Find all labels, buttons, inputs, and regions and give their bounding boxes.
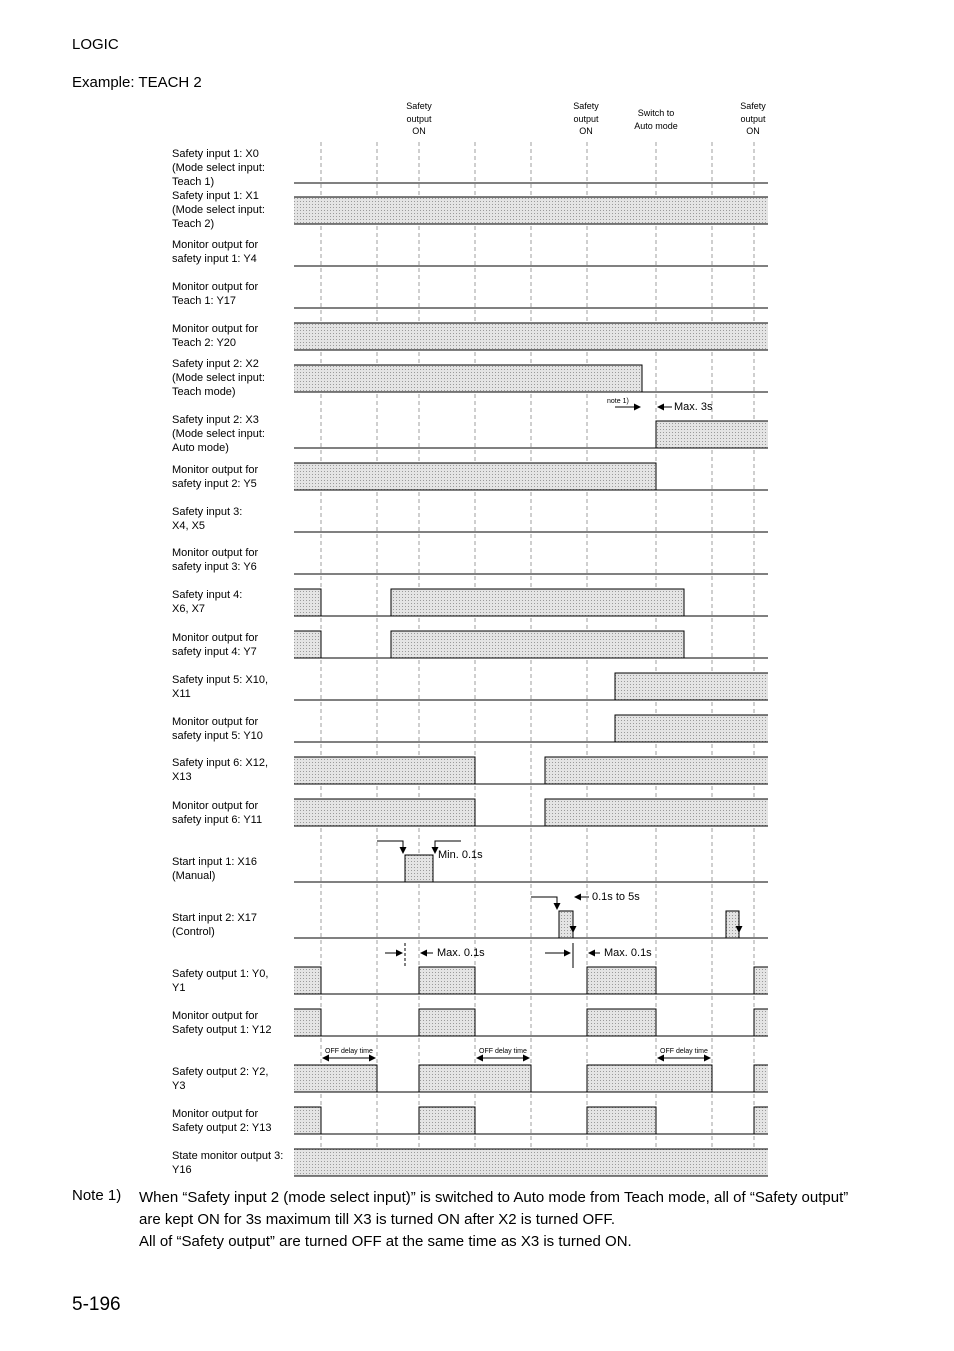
header-safety-output-on-1: Safety output ON [406, 101, 432, 136]
header-switch-to-auto: Switch to Auto mode [634, 108, 678, 131]
min-01s-label: Min. 0.1s [438, 849, 483, 861]
signal-label-x10-x11: Safety input 5: X10, X11 [172, 674, 269, 700]
signal-label-x0: Safety input 1: X0 (Mode select input: Teach 1) [172, 148, 265, 188]
signal-label-x2: Safety input 2: X2 (Mode select input: Teach mode) [172, 358, 265, 398]
time-markers [321, 142, 754, 1178]
header-safety-output-on-3: Safety output ON [740, 101, 766, 136]
waveform-y2-y3 [294, 1065, 768, 1092]
min-01s-arrow-left [377, 841, 403, 853]
waveform-y7 [294, 631, 768, 658]
signal-label-x4-x5: Safety input 3: X4, X5 [172, 506, 243, 532]
note-ref-label: note 1) [607, 398, 629, 405]
waveform-x1 [294, 197, 768, 224]
signal-label-y20: Monitor output for Teach 2: Y20 [172, 323, 259, 349]
max-01s-a-label: Max. 0.1s [437, 947, 485, 959]
signal-label-x12-x13: Safety input 6: X12, X13 [172, 757, 269, 783]
page-number: 5-196 [72, 1294, 121, 1315]
signal-label-x17: Start input 2: X17 (Control) [172, 912, 257, 938]
section-title: LOGIC [72, 36, 119, 53]
header-safety-output-on-2: Safety output ON [573, 101, 599, 136]
waveform-y5 [294, 463, 768, 490]
waveform-y16 [294, 1149, 768, 1176]
note-marker: Note 1) [72, 1187, 122, 1204]
max-01s-b-label: Max. 0.1s [604, 947, 652, 959]
signal-label-y11: Monitor output for safety input 6: Y11 [172, 800, 263, 826]
waveform-x6-x7 [294, 589, 768, 616]
signal-label-y12: Monitor output for Safety output 1: Y12 [172, 1010, 272, 1036]
signal-label-y17: Monitor output for Teach 1: Y17 [172, 281, 259, 307]
signal-label-x1: Safety input 1: X1 (Mode select input: Teach 2) [172, 190, 265, 230]
signal-label-y6: Monitor output for safety input 3: Y6 [172, 547, 259, 573]
off-delay-c-label: OFF delay time [660, 1048, 708, 1055]
waveform-y20 [294, 323, 768, 350]
signal-label-y13: Monitor output for Safety output 2: Y13 [172, 1108, 272, 1134]
range-01-5s-arrow-left [531, 897, 557, 909]
example-title: Example: TEACH 2 [72, 74, 202, 91]
signal-label-x3: Safety input 2: X3 (Mode select input: Auto mode) [172, 414, 265, 454]
signal-label-y16: State monitor output 3: Y16 [172, 1150, 284, 1176]
signal-label-x6-x7: Safety input 4: X6, X7 [172, 589, 243, 615]
signal-label-y7: Monitor output for safety input 4: Y7 [172, 632, 259, 658]
max-3s-label: Max. 3s [674, 401, 713, 413]
signal-label-y2-y3: Safety output 2: Y2, Y3 [172, 1066, 269, 1092]
signal-label-y10: Monitor output for safety input 5: Y10 [172, 716, 263, 742]
note-text: When “Safety input 2 (mode select input)” is switched to Auto mode from Teach mode, all of “Safety output” are kept ON for 3s maximum till X3 is turned ON after X2 is turned OFF. All of “Safety output” are turned OFF at the same time as X3 is turned ON. [139, 1189, 849, 1250]
range-01-5s-label: 0.1s to 5s [592, 891, 640, 903]
signal-label-x16: Start input 1: X16 (Manual) [172, 856, 257, 882]
off-delay-a-label: OFF delay time [325, 1048, 373, 1055]
signal-label-y4: Monitor output for safety input 1: Y4 [172, 239, 259, 265]
off-delay-b-label: OFF delay time [479, 1048, 527, 1055]
signal-label-y0-y1: Safety output 1: Y0, Y1 [172, 968, 269, 994]
signal-label-y5: Monitor output for safety input 2: Y5 [172, 464, 259, 490]
waveform-x2 [294, 365, 768, 392]
